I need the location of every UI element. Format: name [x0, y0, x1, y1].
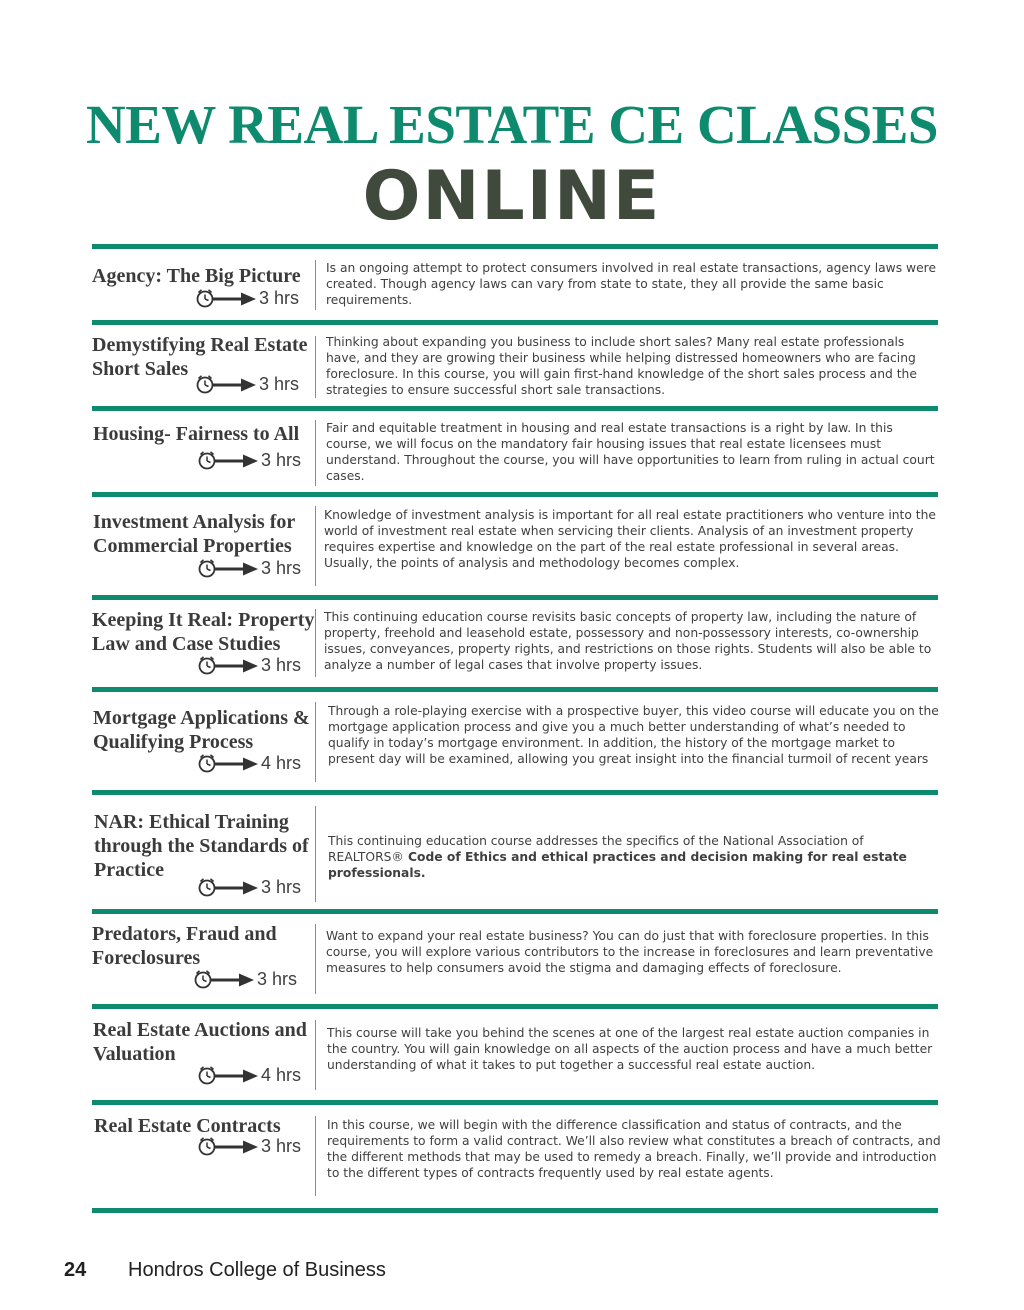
section-divider: [92, 790, 938, 795]
course-description: Fair and equitable treatment in housing and real estate transactions is a right by law. In this course, we will focus on the mandatory fair housing issues that real estate licensees must understand. Throughout the course, you will have opportunities to learn from ruling in actual court cases.: [326, 421, 935, 483]
section-divider: [92, 244, 938, 249]
course-title: NAR: Ethical Training through the Standards of Practice: [94, 811, 309, 881]
section-divider: [92, 320, 938, 325]
course-hours: 3 hrs: [261, 1135, 302, 1156]
page-number: 24: [64, 1259, 87, 1281]
course-description-bold-text: Code of Ethics and ethical practices and decision making for real estate professionals.: [328, 850, 907, 880]
course-description: Through a role-playing exercise with a prospective buyer, this video course will educate you on the mortgage application process and give you a much better understanding of what’s needed to qualify in today’s mortgage environment. In addition, the history of the mortgage market to present day will be examined, allowing you great insight into the financial turmoil of recent years: [328, 704, 939, 766]
course-title: Investment Analysis for Commercial Properties: [93, 511, 295, 557]
section-divider: [92, 909, 938, 914]
course-title: Housing- Fairness to All: [93, 423, 300, 445]
section-divider: [92, 595, 938, 600]
course-hours: 3 hrs: [257, 968, 298, 989]
course-title: Agency: The Big Picture: [92, 265, 301, 287]
section-divider: [92, 1100, 938, 1105]
course-description: [328, 833, 942, 881]
clock-arrow-icon: [193, 968, 255, 990]
section-divider: [92, 492, 938, 497]
column-separator: [315, 924, 316, 994]
course-hours: 4 hrs: [261, 1064, 302, 1085]
section-divider: [92, 406, 938, 411]
section-divider: [92, 1208, 938, 1213]
course-hours: 3 hrs: [261, 449, 302, 470]
clock-arrow-icon: [195, 373, 257, 395]
page-title: NEW REAL ESTATE CE CLASSES: [85, 94, 939, 155]
clock-arrow-icon: [197, 1064, 259, 1086]
course-title: Real Estate Auctions and Valuation: [93, 1019, 307, 1065]
clock-arrow-icon: [197, 876, 259, 898]
course-duration: [197, 449, 317, 471]
column-separator: [315, 806, 316, 902]
course-duration: [197, 654, 317, 676]
course-duration: [197, 752, 317, 774]
column-separator: [315, 609, 316, 677]
course-title: Mortgage Applications & Qualifying Process: [93, 707, 310, 753]
course-duration: [193, 968, 313, 990]
section-divider: [92, 687, 938, 692]
course-description: Want to expand your real estate business? You can do just that with foreclosure properties. In this course, you will explore various contributors to the increase in foreclosures and learn preventative measures to help consumers avoid the stigma and damaging effects of foreclosure.: [326, 929, 934, 975]
column-separator: [315, 336, 316, 398]
clock-arrow-icon: [197, 654, 259, 676]
page-subtitle: ONLINE: [362, 157, 662, 236]
column-separator: [315, 506, 316, 586]
column-separator: [315, 702, 316, 782]
course-description: Thinking about expanding you business to include short sales? Many real estate professionals have, and they are growing their business while helping distressed homeowners who are facing foreclosure. In this course, you will gain first-hand knowledge of the short sales process and the strategies to ensure successful short sale transactions.: [326, 335, 917, 397]
course-duration: [197, 557, 317, 579]
clock-arrow-icon: [197, 557, 259, 579]
clock-arrow-icon: [197, 1135, 259, 1157]
clock-arrow-icon: [197, 449, 259, 471]
course-hours: 3 hrs: [261, 654, 302, 675]
course-description: This continuing education course revisits basic concepts of property law, including the nature of property, freehold and leasehold estate, possessory and non-possessory interests, co-ownership issues, conveyances, property rights, and restrictions on those rights. Students will also be able to analyze a number of legal cases that involve property issues.: [324, 610, 932, 672]
section-divider: [92, 1004, 938, 1009]
course-description: In this course, we will begin with the difference classification and status of contracts, and the requirements to form a valid contract. We’ll also review what constitutes a breach of contracts, and the different methods that may be used to remedy a breach. Finally, we’ll provide and introduction to the different types of contracts frequently used by real estate agents.: [327, 1118, 941, 1180]
course-duration: [195, 373, 315, 395]
clock-arrow-icon: [195, 287, 257, 309]
course-title: Keeping It Real: Property Law and Case Studies: [92, 609, 315, 655]
footer-publisher: Hondros College of Business: [128, 1259, 386, 1281]
course-hours: 3 hrs: [261, 557, 302, 578]
course-description: Is an ongoing attempt to protect consumers involved in real estate transactions, agency laws were created. Though agency laws can vary from state to state, they all provide the same basic requirements.: [326, 261, 937, 307]
column-separator: [315, 1020, 316, 1090]
column-separator: [315, 260, 316, 310]
course-hours: 3 hrs: [259, 373, 300, 394]
course-title: Predators, Fraud and Foreclosures: [92, 923, 277, 969]
course-duration: [197, 1135, 317, 1157]
course-duration: [195, 287, 315, 309]
course-description-text: This continuing education course addresses the specifics of the National Association of REALTORS®: [328, 834, 864, 864]
course-title: Demystifying Real Estate Short Sales: [92, 334, 308, 380]
column-separator: [315, 1116, 316, 1196]
course-duration: [197, 1064, 317, 1086]
course-hours: 4 hrs: [261, 752, 302, 773]
course-hours: 3 hrs: [259, 287, 300, 308]
course-description: This course will take you behind the scenes at one of the largest real estate auction companies in the country. You will gain knowledge on all aspects of the auction process and have a much better understanding of what it takes to put together a successful real estate auction.: [327, 1026, 933, 1072]
course-hours: 3 hrs: [261, 876, 302, 897]
course-title: Real Estate Contracts: [94, 1115, 281, 1137]
course-description: Knowledge of investment analysis is important for all real estate practitioners who venture into the world of investment real estate when servicing their clients. Analysis of an investment property requires expertise and knowledge on the part of the real estate professional in several areas. Usually, the points of analysis and methodology becomes complex.: [324, 508, 936, 570]
column-separator: [315, 420, 316, 486]
course-duration: [197, 876, 317, 898]
clock-arrow-icon: [197, 752, 259, 774]
